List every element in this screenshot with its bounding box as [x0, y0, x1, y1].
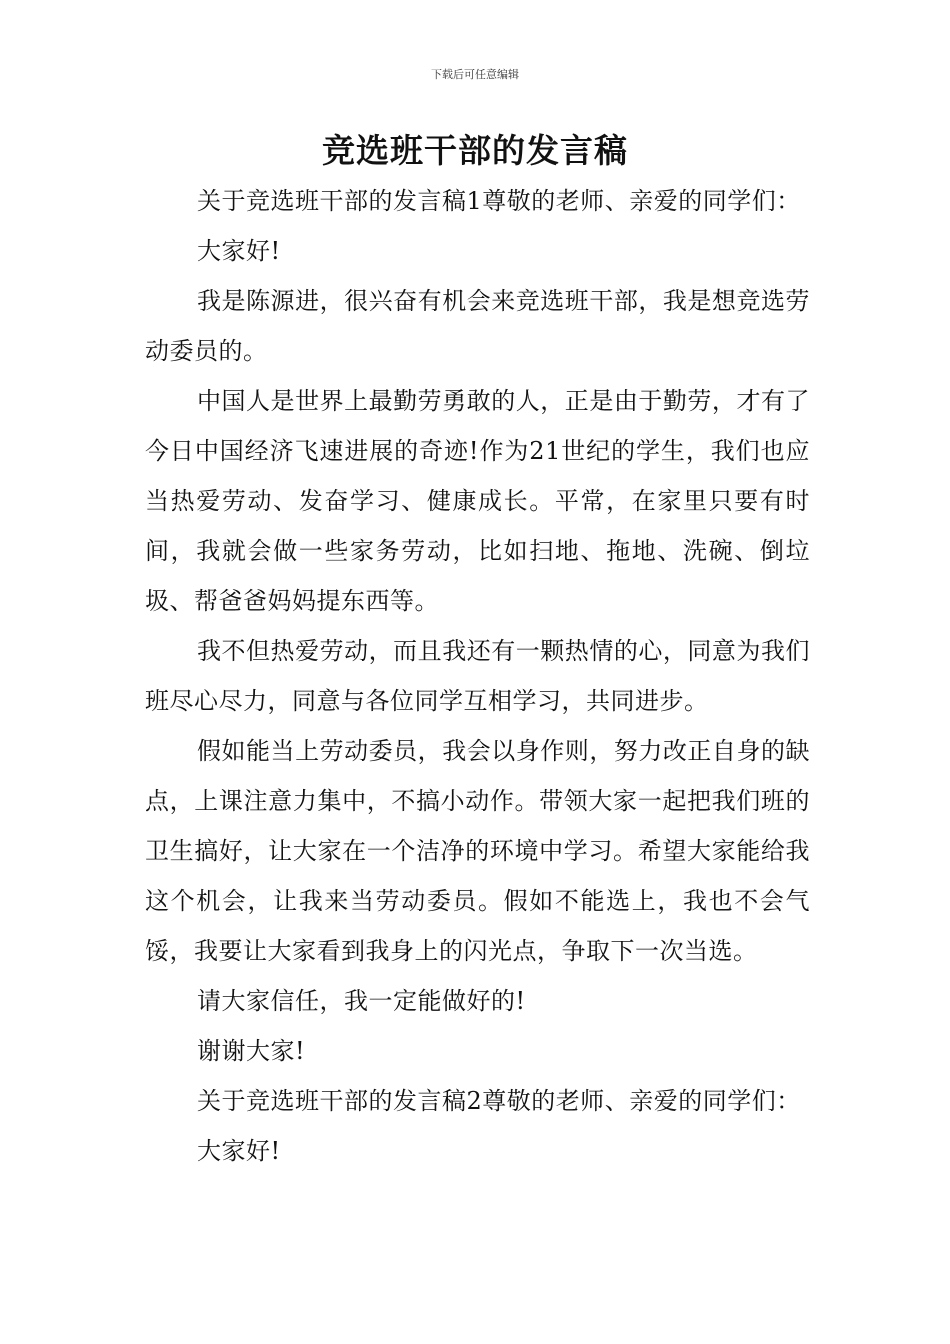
paragraph-4: 中国人是世界上最勤劳勇敢的人，正是由于勤劳，才有了今日中国经济飞速进展的奇迹!作为21世纪的学生，我们也应当热爱劳动、发奋学习、健康成长。平常，在家里只要有时间，我就会做一些家务劳动，比如扫地、拖地、洗碗、倒垃圾、帮爸爸妈妈提东西等。	[145, 387, 810, 615]
document-body	[145, 176, 810, 1176]
paragraph-6: 假如能当上劳动委员，我会以身作则，努力改正自身的缺点，上课注意力集中，不搞小动作。带领大家一起把我们班的卫生搞好，让大家在一个洁净的环境中学习。希望大家能给我这个机会，让我来当劳动委员。假如不能选上，我也不会气馁，我要让大家看到我身上的闪光点，争取下一次当选。	[145, 737, 810, 965]
document-title: 竞选班干部的发言稿	[322, 131, 628, 170]
paragraph-3: 我是陈源进，很兴奋有机会来竞选班干部，我是想竞选劳动委员的。	[145, 287, 810, 365]
paragraph-10: 大家好!	[197, 1137, 281, 1165]
page-header-note: 下载后可任意编辑	[431, 68, 519, 81]
paragraph-9: 关于竞选班干部的发言稿2尊敬的老师、亲爱的同学们：	[197, 1087, 801, 1115]
paragraph-2: 大家好!	[197, 237, 281, 265]
paragraph-1: 关于竞选班干部的发言稿1尊敬的老师、亲爱的同学们：	[197, 187, 801, 215]
paragraph-5: 我不但热爱劳动，而且我还有一颗热情的心，同意为我们班尽心尽力，同意与各位同学互相学习，共同进步。	[145, 637, 810, 715]
paragraph-7: 请大家信任，我一定能做好的!	[197, 987, 526, 1015]
paragraph-8: 谢谢大家!	[197, 1037, 306, 1065]
